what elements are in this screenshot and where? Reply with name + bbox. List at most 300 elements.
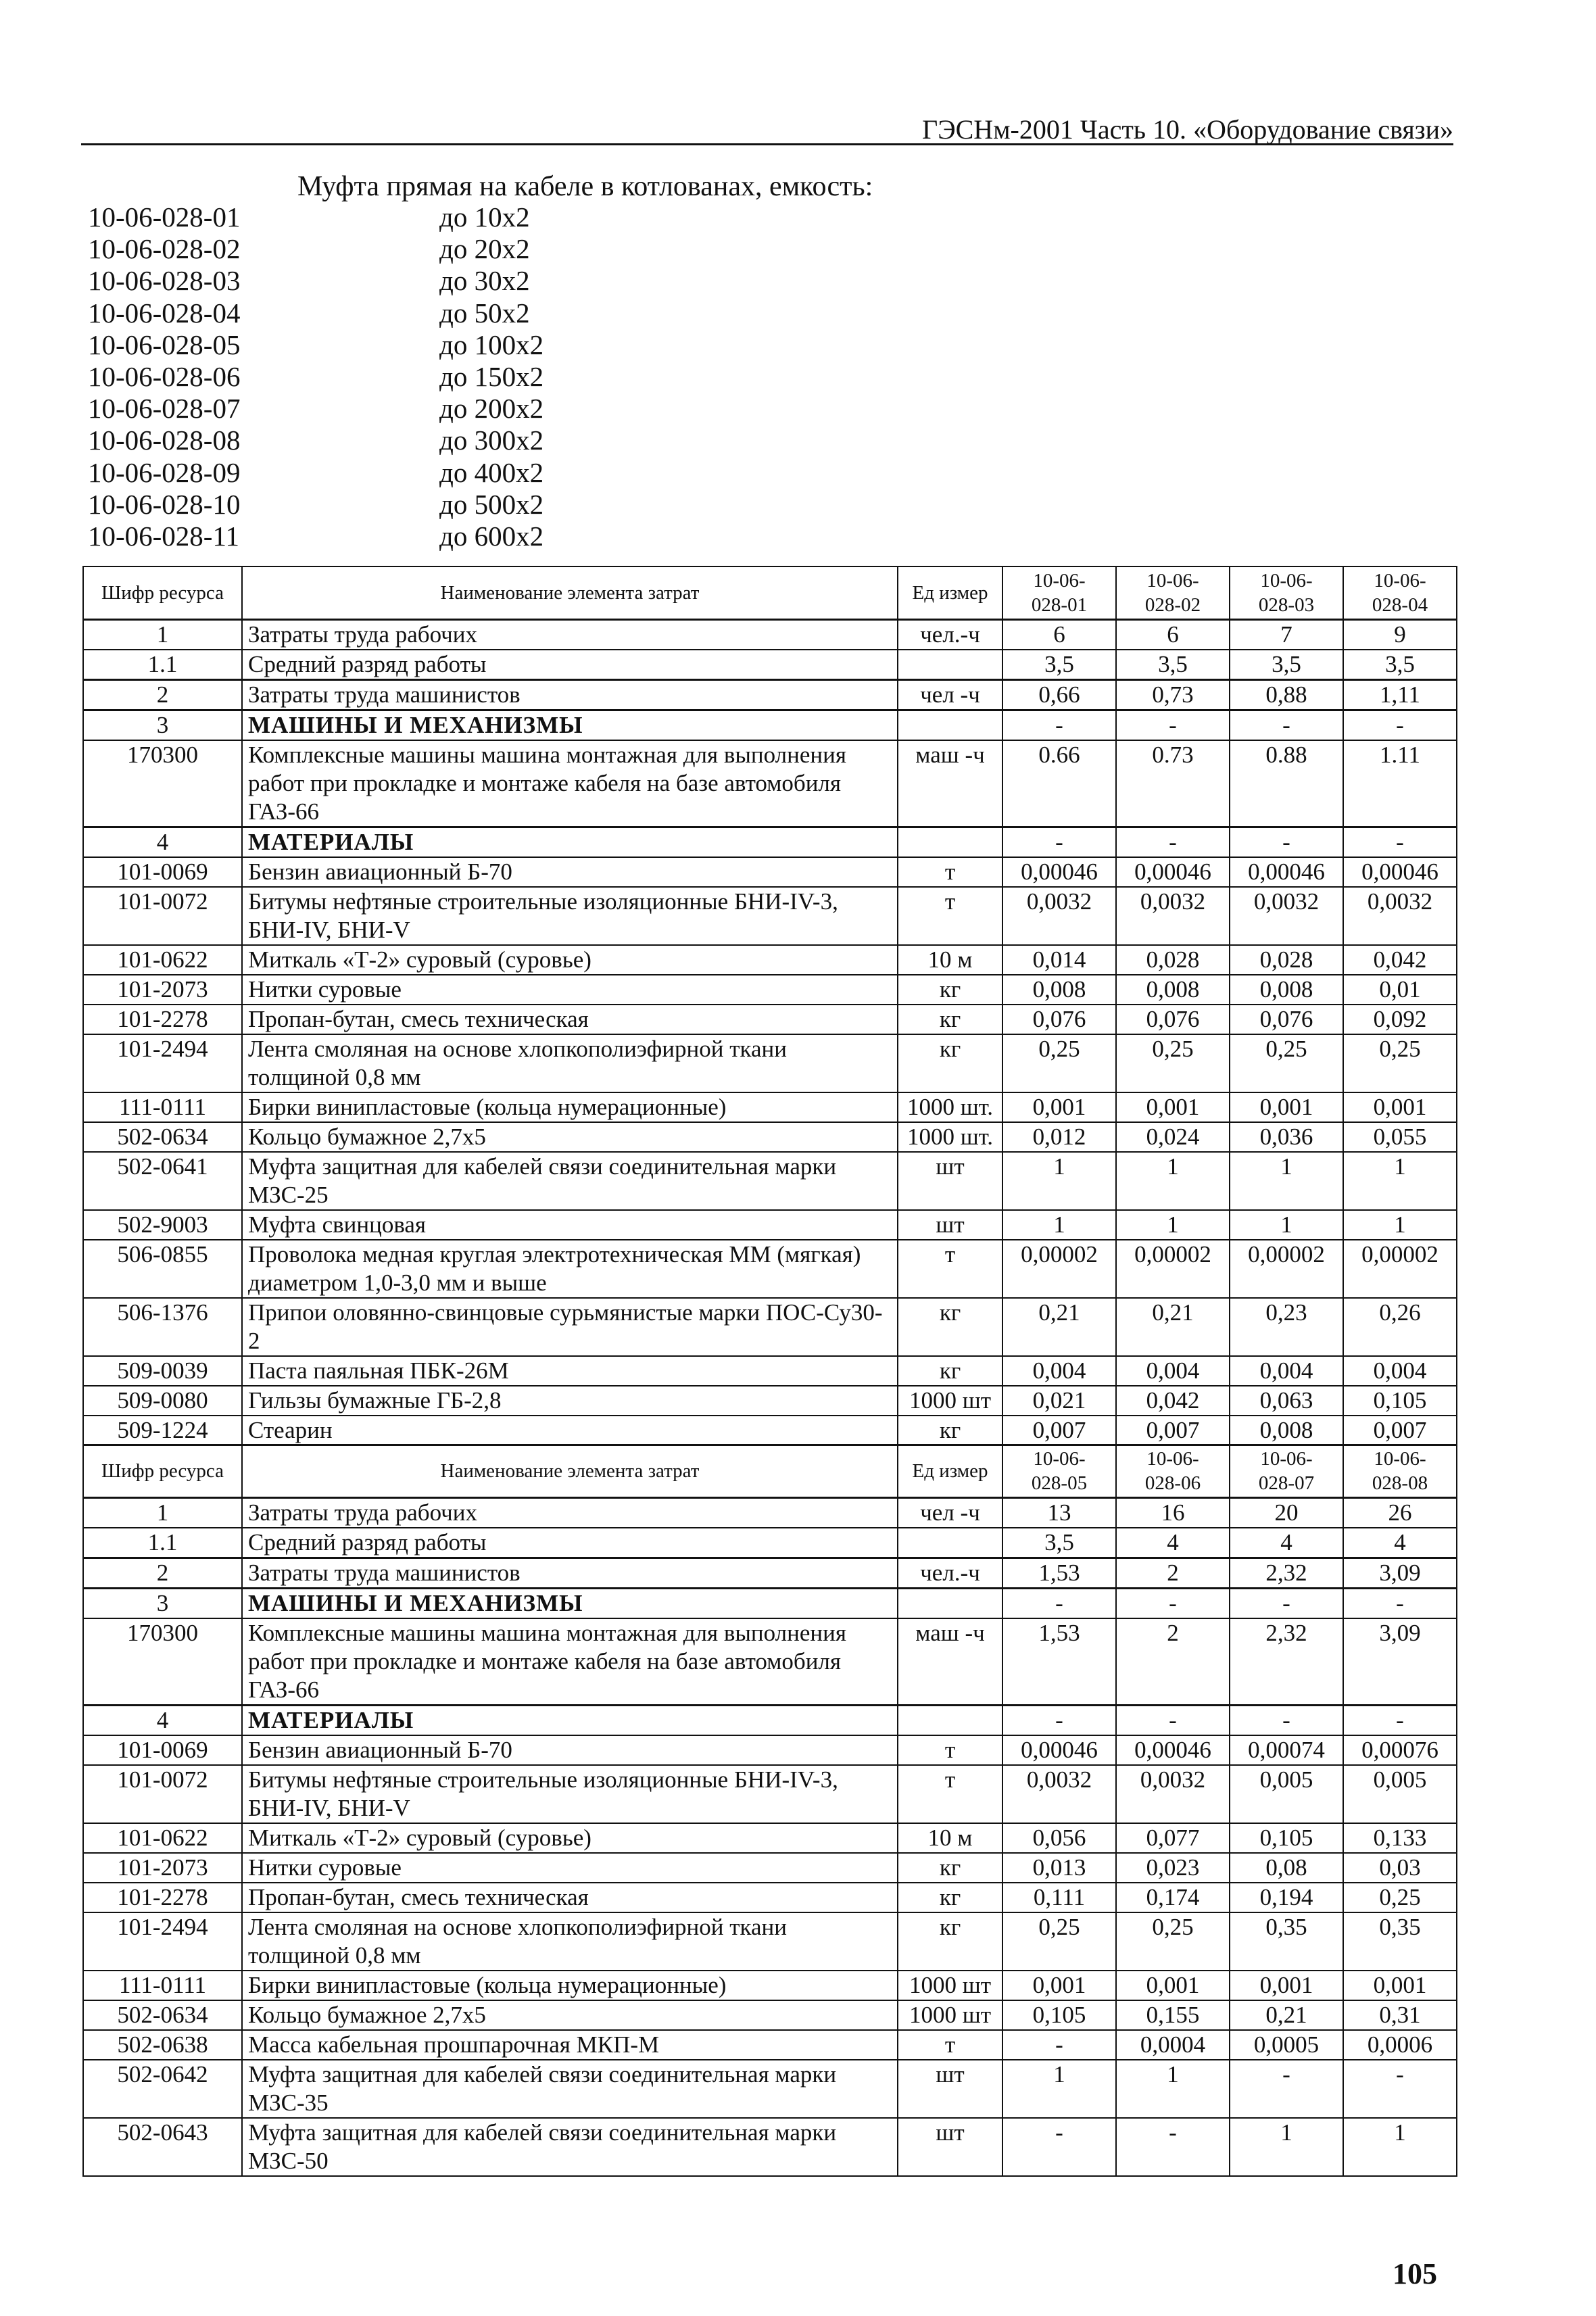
value-cell: 1,53 [1002, 1558, 1116, 1589]
value-cell: - [1002, 2030, 1116, 2060]
value-cell: 0,00002 [1343, 1240, 1457, 1298]
cost-item-cell: Стеарин [242, 1416, 898, 1445]
value-cell: 3,09 [1343, 1558, 1457, 1589]
value-cell: 0,23 [1230, 1298, 1343, 1356]
value-cell: 0,0005 [1230, 2030, 1343, 2060]
value-cell: 0,076 [1002, 1005, 1116, 1034]
column-header: 10-06- 028-08 [1343, 1445, 1457, 1498]
value-cell: - [1002, 1706, 1116, 1736]
value-cell: 2,32 [1230, 1618, 1343, 1706]
value-cell: 0,0032 [1002, 887, 1116, 945]
unit-cell: т [898, 1735, 1002, 1765]
resource-code-cell: 101-2278 [83, 1883, 242, 1912]
value-cell: - [1230, 1589, 1343, 1619]
cost-item-cell: МАТЕРИАЛЫ [242, 1706, 898, 1736]
value-cell: 0,042 [1116, 1386, 1230, 1416]
unit-cell: кг [898, 1416, 1002, 1445]
unit-cell [898, 827, 1002, 858]
cost-item-cell: Паста паяльная ПБК-26М [242, 1356, 898, 1386]
intro-row-code: 10-06-028-10 [88, 488, 241, 520]
table-row [83, 680, 1457, 710]
table-row [83, 1823, 1457, 1853]
intro-row-code: 10-06-028-01 [88, 201, 241, 233]
value-cell: 0,001 [1230, 1971, 1343, 2000]
resource-code-cell: 509-0080 [83, 1386, 242, 1416]
column-header: 10-06- 028-06 [1116, 1445, 1230, 1498]
value-cell: 3,5 [1002, 1528, 1116, 1558]
table-row [83, 887, 1457, 945]
value-cell: 0,00002 [1116, 1240, 1230, 1298]
cost-item-cell: Затраты труда рабочих [242, 620, 898, 650]
table-row [83, 1092, 1457, 1122]
column-header: 10-06- 028-05 [1002, 1445, 1116, 1498]
resource-code-cell: 111-0111 [83, 1092, 242, 1122]
cost-item-cell: МАТЕРИАЛЫ [242, 827, 898, 858]
cost-item-cell: Бензин авиационный Б-70 [242, 857, 898, 887]
intro-row [88, 297, 530, 329]
unit-cell [898, 1706, 1002, 1736]
column-header: 10-06- 028-04 [1343, 566, 1457, 620]
resource-code-cell: 502-0641 [83, 1152, 242, 1210]
intro-row-capacity: до 300х2 [439, 425, 544, 456]
unit-cell: кг [898, 1298, 1002, 1356]
table-row [83, 945, 1457, 975]
resource-code-cell: 1 [83, 1498, 242, 1528]
value-cell: 26 [1343, 1498, 1457, 1528]
value-cell: - [1230, 1706, 1343, 1736]
value-cell: 0,021 [1002, 1386, 1116, 1416]
value-cell: 0,105 [1002, 2000, 1116, 2030]
value-cell: 0,00046 [1230, 857, 1343, 887]
cost-item-cell: Пропан-бутан, смесь техническая [242, 1883, 898, 1912]
table-row [83, 1618, 1457, 1706]
value-cell: 0,35 [1230, 1912, 1343, 1971]
value-cell: - [1116, 1706, 1230, 1736]
value-cell: - [1230, 710, 1343, 741]
resource-code-cell: 502-0634 [83, 2000, 242, 2030]
value-cell: 0,21 [1230, 2000, 1343, 2030]
intro-row-capacity: до 150х2 [439, 361, 544, 392]
unit-cell: 1000 шт [898, 1386, 1002, 1416]
page-number: 105 [1393, 2257, 1437, 2290]
unit-cell: т [898, 1765, 1002, 1823]
value-cell: 0,001 [1116, 1092, 1230, 1122]
cost-item-cell: Муфта свинцовая [242, 1210, 898, 1240]
value-cell: 0,00076 [1343, 1735, 1457, 1765]
value-cell: - [1116, 1589, 1230, 1619]
cost-item-cell: Проволока медная круглая электротехническая ММ (мягкая) диаметром 1,0-3,0 мм и выше [242, 1240, 898, 1298]
resource-code-cell: 502-0634 [83, 1122, 242, 1152]
table-row [83, 2000, 1457, 2030]
value-cell: 0,174 [1116, 1883, 1230, 1912]
cost-item-cell: Муфта защитная для кабелей связи соединительная марки МЗС-35 [242, 2060, 898, 2118]
cost-item-cell: Припои оловянно-свинцовые сурьмянистые марки ПОС-Су30-2 [242, 1298, 898, 1356]
value-cell: - [1343, 827, 1457, 858]
intro-row-capacity: до 500х2 [439, 488, 544, 520]
unit-cell: чел.-ч [898, 1558, 1002, 1589]
cost-item-cell: Пропан-бутан, смесь техническая [242, 1005, 898, 1034]
value-cell: 9 [1343, 620, 1457, 650]
value-cell: 0,008 [1230, 975, 1343, 1005]
intro-row [88, 264, 530, 297]
cost-item-cell: Бирки винипластовые (кольца нумерационные) [242, 1971, 898, 2000]
cost-item-cell: Затраты труда машинистов [242, 1558, 898, 1589]
table-header-row [83, 1445, 1457, 1498]
value-cell: 0,014 [1002, 945, 1116, 975]
cost-item-cell: Средний разряд работы [242, 650, 898, 680]
table-row [83, 740, 1457, 827]
value-cell: 1 [1343, 1152, 1457, 1210]
value-cell: 4 [1343, 1528, 1457, 1558]
cost-item-cell: Миткаль «Т-2» суровый (суровье) [242, 1823, 898, 1853]
value-cell: 4 [1230, 1528, 1343, 1558]
intro-title: Муфта прямая на кабеле в котлованах, емкость: [297, 171, 873, 202]
value-cell: - [1116, 710, 1230, 741]
resource-code-cell: 170300 [83, 1618, 242, 1706]
value-cell: 1 [1343, 1210, 1457, 1240]
table-row [83, 1034, 1457, 1092]
table-row [83, 1883, 1457, 1912]
intro-row-code: 10-06-028-04 [88, 297, 241, 329]
resource-code-cell: 101-2073 [83, 975, 242, 1005]
cost-item-cell: Затраты труда рабочих [242, 1498, 898, 1528]
table-row [83, 975, 1457, 1005]
value-cell: 1 [1230, 1152, 1343, 1210]
unit-cell: шт [898, 1152, 1002, 1210]
value-cell: 0,001 [1002, 1092, 1116, 1122]
cost-table-1 [82, 566, 1457, 1446]
value-cell: 0,005 [1230, 1765, 1343, 1823]
table-row [83, 1589, 1457, 1619]
value-cell: 0,076 [1230, 1005, 1343, 1034]
value-cell: - [1343, 1706, 1457, 1736]
unit-cell: кг [898, 975, 1002, 1005]
value-cell: - [1116, 2118, 1230, 2176]
value-cell: 0,028 [1230, 945, 1343, 975]
intro-row-code: 10-06-028-03 [88, 265, 241, 297]
cost-item-cell: Бензин авиационный Б-70 [242, 1735, 898, 1765]
intro-row [88, 201, 530, 233]
value-cell: 0,013 [1002, 1853, 1116, 1883]
resource-code-cell: 502-0642 [83, 2060, 242, 2118]
value-cell: 6 [1002, 620, 1116, 650]
value-cell: 0,077 [1116, 1823, 1230, 1853]
cost-item-cell: Кольцо бумажное 2,7х5 [242, 1122, 898, 1152]
value-cell: 0,005 [1343, 1765, 1457, 1823]
cost-item-cell: Битумы нефтяные строительные изоляционные БНИ-IV-3, БНИ-IV, БНИ-V [242, 887, 898, 945]
value-cell: 0,0032 [1230, 887, 1343, 945]
unit-cell: кг [898, 1853, 1002, 1883]
value-cell: 0,008 [1230, 1416, 1343, 1445]
value-cell: 0,0004 [1116, 2030, 1230, 2060]
value-cell: 1 [1343, 2118, 1457, 2176]
value-cell: 3,5 [1230, 650, 1343, 680]
unit-cell: кг [898, 1912, 1002, 1971]
unit-cell: шт [898, 2118, 1002, 2176]
value-cell: 0,024 [1116, 1122, 1230, 1152]
intro-row-capacity: до 20х2 [439, 233, 530, 265]
unit-cell: т [898, 2030, 1002, 2060]
table-row [83, 1528, 1457, 1558]
value-cell: - [1002, 710, 1116, 741]
table-row [83, 1240, 1457, 1298]
value-cell: - [1343, 1589, 1457, 1619]
resource-code-cell: 506-1376 [83, 1298, 242, 1356]
table-row [83, 1558, 1457, 1589]
value-cell: - [1002, 827, 1116, 858]
intro-row-capacity: до 400х2 [439, 456, 544, 488]
value-cell: 0,25 [1002, 1912, 1116, 1971]
value-cell: 0,0032 [1002, 1765, 1116, 1823]
value-cell: 0,0032 [1116, 887, 1230, 945]
intro-row [88, 233, 530, 265]
unit-cell: кг [898, 1005, 1002, 1034]
value-cell: 0,028 [1116, 945, 1230, 975]
resource-code-cell: 101-0072 [83, 1765, 242, 1823]
value-cell: - [1230, 827, 1343, 858]
value-cell: 0,00046 [1002, 1735, 1116, 1765]
table-row [83, 1912, 1457, 1971]
table-row [83, 650, 1457, 680]
resource-code-cell: 101-2494 [83, 1034, 242, 1092]
value-cell: 0,076 [1116, 1005, 1230, 1034]
value-cell: 0,007 [1343, 1416, 1457, 1445]
column-header: Наименование элемента затрат [242, 1445, 898, 1498]
table-row [83, 2060, 1457, 2118]
value-cell: 0,00074 [1230, 1735, 1343, 1765]
value-cell: 0,0032 [1116, 1765, 1230, 1823]
table-row [83, 2030, 1457, 2060]
value-cell: 0.73 [1116, 740, 1230, 827]
column-header: 10-06- 028-03 [1230, 566, 1343, 620]
resource-code-cell: 101-0069 [83, 1735, 242, 1765]
column-header: 10-06- 028-07 [1230, 1445, 1343, 1498]
resource-code-cell: 1.1 [83, 650, 242, 680]
value-cell: 0,001 [1343, 1971, 1457, 2000]
cost-item-cell: Муфта защитная для кабелей связи соединительная марки МЗС-25 [242, 1152, 898, 1210]
table-row [83, 1210, 1457, 1240]
unit-cell: 1000 шт [898, 1971, 1002, 2000]
value-cell: 1 [1116, 1210, 1230, 1240]
table-row [83, 1416, 1457, 1445]
cost-item-cell: Муфта защитная для кабелей связи соединительная марки МЗС-50 [242, 2118, 898, 2176]
cost-item-cell: Средний разряд работы [242, 1528, 898, 1558]
unit-cell: шт [898, 1210, 1002, 1240]
intro-row-code: 10-06-028-05 [88, 329, 241, 360]
value-cell: 0,042 [1343, 945, 1457, 975]
intro-row-capacity: до 600х2 [439, 521, 544, 552]
value-cell: 0,001 [1002, 1971, 1116, 2000]
value-cell: 1.11 [1343, 740, 1457, 827]
value-cell: 0,023 [1116, 1853, 1230, 1883]
table-row [83, 1122, 1457, 1152]
value-cell: 0,111 [1002, 1883, 1116, 1912]
value-cell: 0,036 [1230, 1122, 1343, 1152]
unit-cell: кг [898, 1356, 1002, 1386]
value-cell: 1 [1002, 2060, 1116, 2118]
value-cell: 0,194 [1230, 1883, 1343, 1912]
value-cell: 0,21 [1002, 1298, 1116, 1356]
intro-row [88, 488, 543, 521]
value-cell: 13 [1002, 1498, 1116, 1528]
value-cell: 1 [1116, 1152, 1230, 1210]
resource-code-cell: 101-0072 [83, 887, 242, 945]
resource-code-cell: 170300 [83, 740, 242, 827]
value-cell: 1 [1116, 2060, 1230, 2118]
value-cell: 0,00046 [1116, 1735, 1230, 1765]
value-cell: 0,25 [1002, 1034, 1116, 1092]
table-row [83, 827, 1457, 858]
value-cell: 2 [1116, 1618, 1230, 1706]
resource-code-cell: 101-0622 [83, 945, 242, 975]
unit-cell: т [898, 1240, 1002, 1298]
resource-code-cell: 101-0622 [83, 1823, 242, 1853]
value-cell: - [1002, 2118, 1116, 2176]
cost-item-cell: Битумы нефтяные строительные изоляционные БНИ-IV-3, БНИ-IV, БНИ-V [242, 1765, 898, 1823]
value-cell: 0,004 [1002, 1356, 1116, 1386]
value-cell: 0,00046 [1002, 857, 1116, 887]
value-cell: 0,004 [1230, 1356, 1343, 1386]
value-cell: 3,09 [1343, 1618, 1457, 1706]
value-cell: 0,105 [1230, 1823, 1343, 1853]
resource-code-cell: 3 [83, 1589, 242, 1619]
resource-code-cell: 506-0855 [83, 1240, 242, 1298]
resource-code-cell: 4 [83, 1706, 242, 1736]
table-row [83, 1498, 1457, 1528]
value-cell: - [1116, 827, 1230, 858]
unit-cell: шт [898, 2060, 1002, 2118]
table-row [83, 1298, 1457, 1356]
value-cell: 0,88 [1230, 680, 1343, 710]
value-cell: 0,00002 [1002, 1240, 1116, 1298]
value-cell: 0,25 [1230, 1034, 1343, 1092]
value-cell: 0,35 [1343, 1912, 1457, 1971]
value-cell: 0,31 [1343, 2000, 1457, 2030]
table-row [83, 1765, 1457, 1823]
unit-cell: 10 м [898, 945, 1002, 975]
value-cell: 0,08 [1230, 1853, 1343, 1883]
cost-table-2 [82, 1444, 1457, 2177]
value-cell: 0,73 [1116, 680, 1230, 710]
column-header: 10-06- 028-02 [1116, 566, 1230, 620]
value-cell: 0,001 [1343, 1092, 1457, 1122]
value-cell: 0,001 [1230, 1092, 1343, 1122]
value-cell: 0,03 [1343, 1853, 1457, 1883]
value-cell: 20 [1230, 1498, 1343, 1528]
table-header-row [83, 566, 1457, 620]
value-cell: 7 [1230, 620, 1343, 650]
value-cell: 3,5 [1343, 650, 1457, 680]
table-row [83, 1005, 1457, 1034]
value-cell: 1 [1230, 2118, 1343, 2176]
intro-row-code: 10-06-028-11 [88, 521, 239, 552]
value-cell: 0,00002 [1230, 1240, 1343, 1298]
resource-code-cell: 502-9003 [83, 1210, 242, 1240]
value-cell: 0,004 [1343, 1356, 1457, 1386]
value-cell: 0,055 [1343, 1122, 1457, 1152]
table-row [83, 1706, 1457, 1736]
cost-item-cell: Гильзы бумажные ГБ-2,8 [242, 1386, 898, 1416]
value-cell: 1,11 [1343, 680, 1457, 710]
cost-item-cell: МАШИНЫ И МЕХАНИЗМЫ [242, 710, 898, 741]
value-cell: 0,155 [1116, 2000, 1230, 2030]
table-row [83, 1386, 1457, 1416]
value-cell: 0,00046 [1116, 857, 1230, 887]
table-row [83, 1735, 1457, 1765]
resource-code-cell: 502-0643 [83, 2118, 242, 2176]
value-cell: - [1002, 1589, 1116, 1619]
intro-row-capacity: до 30х2 [439, 265, 530, 297]
table-row [83, 710, 1457, 741]
resource-code-cell: 502-0638 [83, 2030, 242, 2060]
cost-item-cell: Лента смоляная на основе хлопкополиэфирной ткани толщиной 0,8 мм [242, 1034, 898, 1092]
unit-cell: маш -ч [898, 1618, 1002, 1706]
value-cell: 0,092 [1343, 1005, 1457, 1034]
resource-code-cell: 509-1224 [83, 1416, 242, 1445]
table-row [83, 1152, 1457, 1210]
column-header: Шифр ресурса [83, 566, 242, 620]
cost-item-cell: Лента смоляная на основе хлопкополиэфирной ткани толщиной 0,8 мм [242, 1912, 898, 1971]
intro-row [88, 520, 543, 552]
intro-row-capacity: до 100х2 [439, 329, 544, 360]
column-header: Ед измер [898, 566, 1002, 620]
table-row [83, 620, 1457, 650]
value-cell: 0,063 [1230, 1386, 1343, 1416]
value-cell: 0,00046 [1343, 857, 1457, 887]
intro-row-code: 10-06-028-02 [88, 233, 241, 265]
intro-row [88, 456, 543, 489]
value-cell: 6 [1116, 620, 1230, 650]
intro-row [88, 424, 543, 456]
value-cell: 3,5 [1116, 650, 1230, 680]
value-cell: - [1343, 2060, 1457, 2118]
value-cell: 16 [1116, 1498, 1230, 1528]
cost-item-cell: Комплексные машины машина монтажная для выполнения работ при прокладке и монтаже кабеля на базе автомобиля ГАЗ-66 [242, 740, 898, 827]
cost-item-cell: Кольцо бумажное 2,7х5 [242, 2000, 898, 2030]
value-cell: 2 [1116, 1558, 1230, 1589]
unit-cell [898, 1528, 1002, 1558]
value-cell: 1 [1230, 1210, 1343, 1240]
column-header: 10-06- 028-01 [1002, 566, 1116, 620]
unit-cell: чел -ч [898, 680, 1002, 710]
cost-item-cell: Нитки суровые [242, 975, 898, 1005]
table-row [83, 1971, 1457, 2000]
value-cell: 0,26 [1343, 1298, 1457, 1356]
table-row [83, 1853, 1457, 1883]
value-cell: 0,133 [1343, 1823, 1457, 1853]
resource-code-cell: 101-2073 [83, 1853, 242, 1883]
unit-cell: 1000 шт. [898, 1122, 1002, 1152]
value-cell: 1,53 [1002, 1618, 1116, 1706]
unit-cell: 1000 шт [898, 2000, 1002, 2030]
intro-row-code: 10-06-028-09 [88, 456, 241, 488]
value-cell: 2,32 [1230, 1558, 1343, 1589]
unit-cell [898, 710, 1002, 741]
value-cell: - [1230, 2060, 1343, 2118]
value-cell: 3,5 [1002, 650, 1116, 680]
unit-cell: кг [898, 1883, 1002, 1912]
column-header: Ед измер [898, 1445, 1002, 1498]
value-cell: 0,66 [1002, 680, 1116, 710]
value-cell: 0,008 [1116, 975, 1230, 1005]
unit-cell: 1000 шт. [898, 1092, 1002, 1122]
unit-cell: т [898, 887, 1002, 945]
cost-item-cell: МАШИНЫ И МЕХАНИЗМЫ [242, 1589, 898, 1619]
value-cell: 0,01 [1343, 975, 1457, 1005]
running-header: ГЭСНм-2001 Часть 10. «Оборудование связи» [81, 114, 1453, 145]
intro-row-code: 10-06-028-08 [88, 425, 241, 456]
value-cell: 0,056 [1002, 1823, 1116, 1853]
